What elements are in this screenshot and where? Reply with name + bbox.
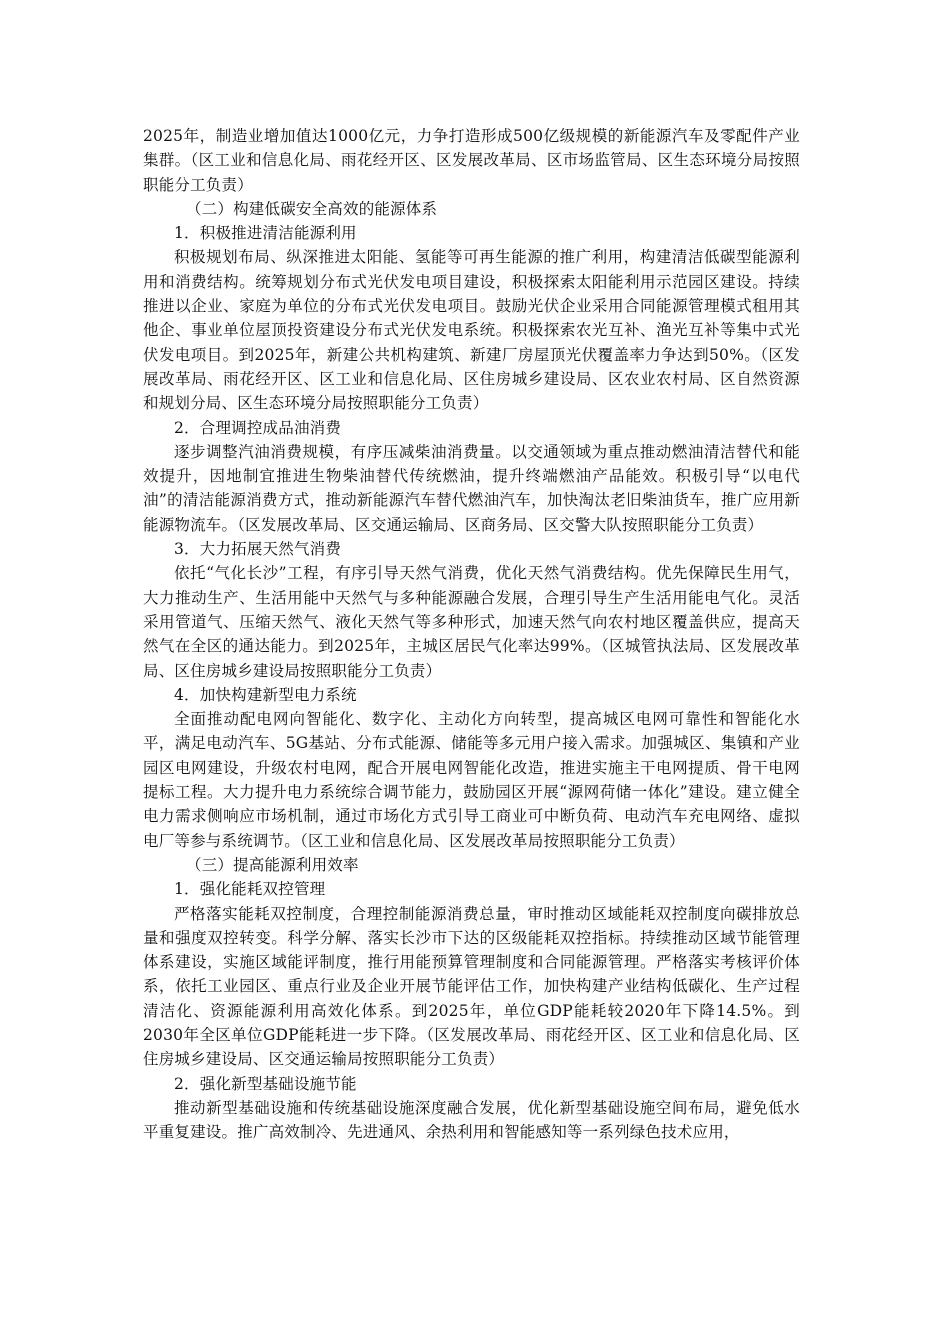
document-page (143, 124, 800, 1144)
sub-heading: 2．合理调控成品油消费 (174, 418, 342, 437)
sub-heading: 1．强化能耗双控管理 (174, 880, 326, 899)
section-heading: （三）提高能源利用效率 (186, 855, 359, 874)
sub-heading: 2．强化新型基础设施节能 (174, 1074, 357, 1093)
sub-heading: 3．大力拓展天然气消费 (174, 540, 342, 559)
paragraph: 全面推动配电网向智能化、数字化、主动化方向转型，提高城区电网可靠性和智能化水平，满足电动汽车、5G基站、分布式能源、储能等多元用户接入需求。加强城区、集镇和产业园区电网建设，升级农村电网，配合开展电网智能化改造，推进实施主干电网提质、骨干电网提标工程。大力提升电力系统综合调节能力，鼓励园区开展“源网荷储一体化”建设。建立健全电力需求侧响应市场机制，通过市场化方式引导工商业可中断负荷、电动汽车充电网络、虚拟电厂等参与系统调节。（区工业和信息化局、区发展改革局按照职能分工负责） (143, 710, 800, 850)
paragraph: 推动新型基础设施和传统基础设施深度融合发展，优化新型基础设施空间布局，避免低水平重复建设。推广高效制冷、先进通风、余热利用和智能感知等一系列绿色技术应用， (143, 1098, 800, 1142)
section-heading: （二）构建低碳安全高效的能源体系 (186, 199, 438, 218)
paragraph: 2025年，制造业增加值达1000亿元，力争打造形成500亿级规模的新能源汽车及零配件产业集群。（区工业和信息化局、雨花经开区、区发展改革局、区市场监管局、区生态环境分局按照职能分工负责） (143, 127, 800, 194)
paragraph: 依托“气化长沙”工程，有序引导天然气消费，优化天然气消费结构。优先保障民生用气，大力推动生产、生活用能中天然气与多种能源融合发展，合理引导生产生活用能电气化。灵活采用管道气、压缩天然气、液化天然气等多种形式，加速天然气向农村地区覆盖供应，提高天然气在全区的通达能力。到2025年，主城区居民气化率达99%。（区城管执法局、区发展改革局、区住房城乡建设局按照职能分工负责） (143, 564, 800, 680)
sub-heading: 1．积极推进清洁能源利用 (174, 224, 357, 243)
paragraph: 严格落实能耗双控制度，合理控制能源消费总量，审时推动区域能耗双控制度向碳排放总量和强度双控转变。科学分解、落实长沙市下达的区级能耗双控指标。持续推动区域节能管理体系建设，实施区域能评制度，推行用能预算管理制度和合同能源管理。严格落实考核评价体系，依托工业园区、重点行业及企业开展节能评估工作，加快构建产业结构低碳化、生产过程清洁化、资源能源利用高效化体系。到2025年，单位GDP能耗较2020年下降14.5%。到2030年全区单位GDP能耗进一步下降。（区发展改革局、雨花经开区、区工业和信息化局、区住房城乡建设局、区交通运输局按照职能分工负责） (143, 904, 800, 1069)
sub-heading: 4．加快构建新型电力系统 (174, 685, 357, 704)
paragraph: 积极规划布局、纵深推进太阳能、氢能等可再生能源的推广利用，构建清洁低碳型能源利用和消费结构。统筹规划分布式光伏发电项目建设，积极探索太阳能利用示范园区建设。持续推进以企业、家庭为单位的分布式光伏发电项目。鼓励光伏企业采用合同能源管理模式租用其他企、事业单位屋顶投资建设分布式光伏发电系统。积极探索农光互补、渔光互补等集中式光伏发电项目。到2025年，新建公共机构建筑、新建厂房屋顶光伏覆盖率力争达到50%。（区发展改革局、雨花经开区、区工业和信息化局、区住房城乡建设局、区农业农村局、区自然资源和规划分局、区生态环境分局按照职能分工负责） (143, 248, 800, 413)
paragraph: 逐步调整汽油消费规模，有序压减柴油消费量。以交通领域为重点推动燃油清洁替代和能效提升，因地制宜推进生物柴油替代传统燃油，提升终端燃油产品能效。积极引导“以电代油”的清洁能源消费方式，推动新能源汽车替代燃油汽车，加快淘汰老旧柴油货车，推广应用新能源物流车。（区发展改革局、区交通运输局、区商务局、区交警大队按照职能分工负责） (143, 442, 800, 534)
